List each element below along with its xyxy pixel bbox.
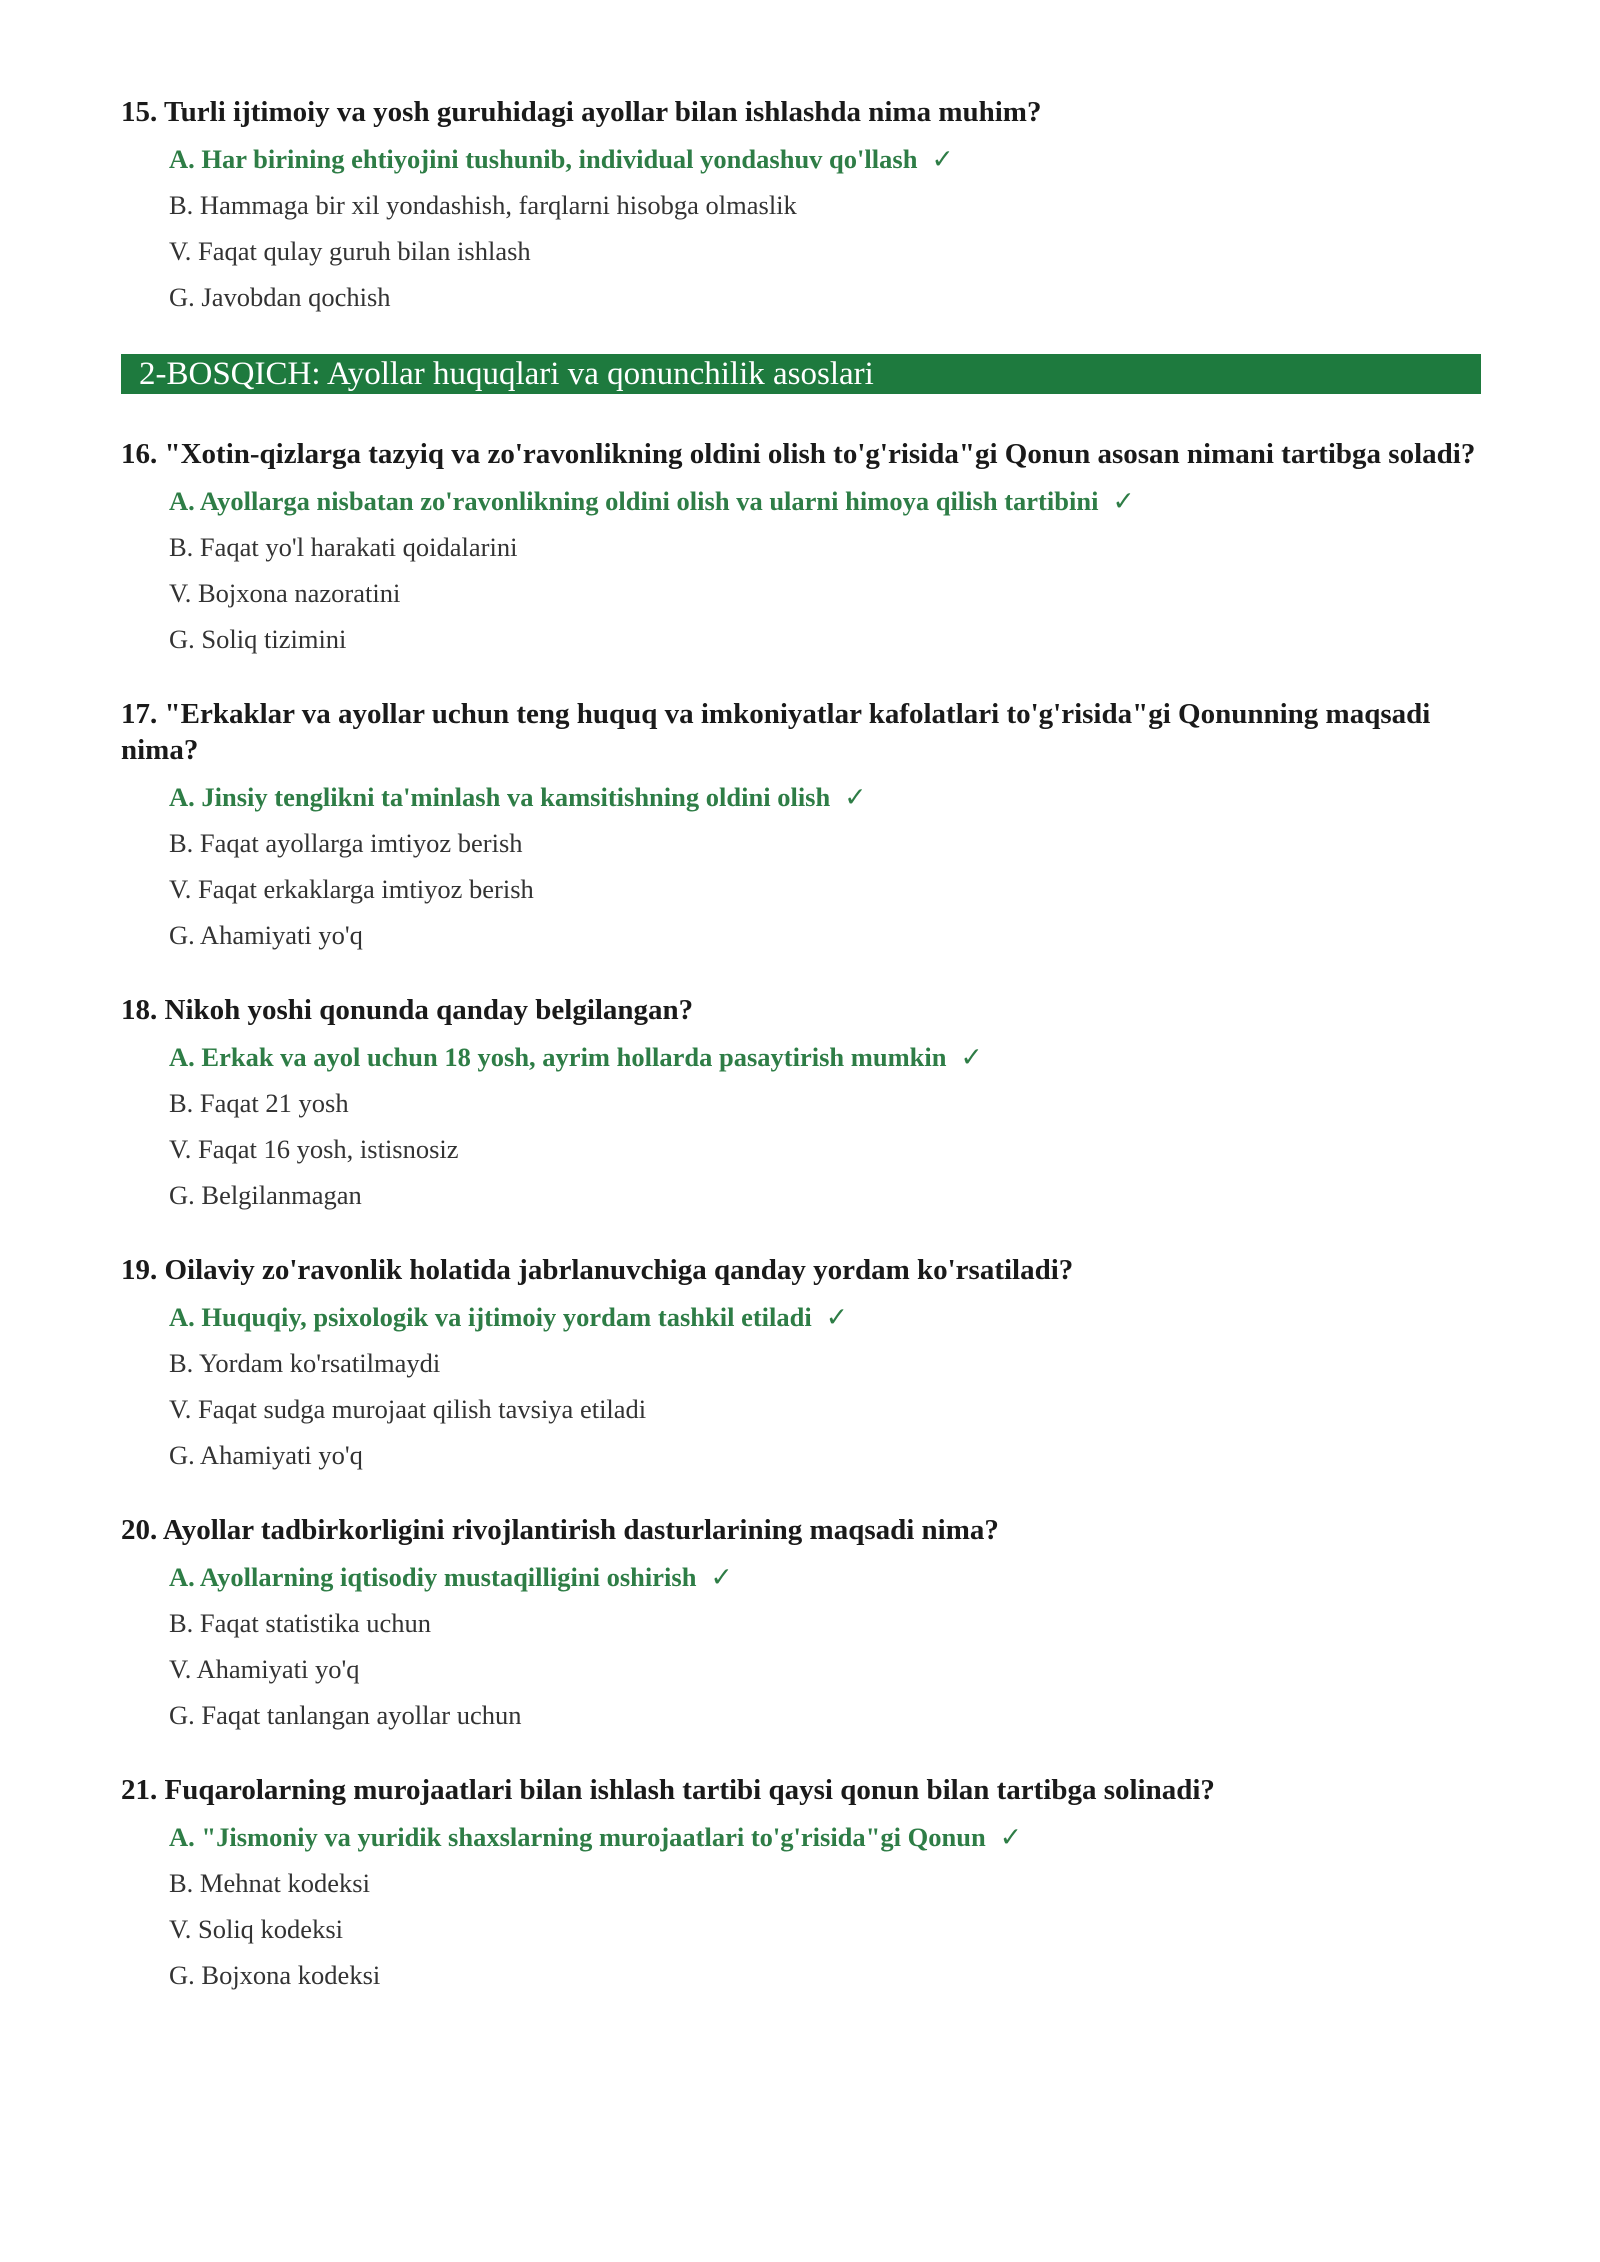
option-text: B. Yordam ko'rsatilmaydi	[169, 1348, 441, 1378]
option-text: G. Ahamiyati yo'q	[169, 920, 363, 950]
checkmark-icon: ✓	[825, 1302, 848, 1332]
answer-option	[169, 912, 1481, 958]
question-block	[121, 1772, 1481, 1998]
question-title: 19. Oilaviy zo'ravonlik holatida jabrlanuvchiga qanday yordam ko'rsatiladi?	[121, 1254, 1074, 1286]
checkmark-icon: ✓	[1112, 486, 1135, 516]
answer-option	[169, 570, 1481, 616]
question-title: 18. Nikoh yoshi qonunda qanday belgilangan?	[121, 994, 694, 1026]
option-text: G. Javobdan qochish	[169, 282, 391, 312]
option-text: A. Jinsiy tenglikni ta'minlash va kamsitishning oldini olish	[169, 782, 831, 812]
option-text: A. Huquqiy, psixologik va ijtimoiy yordam tashkil etiladi	[169, 1302, 812, 1332]
section-banner	[121, 354, 1481, 394]
option-text: B. Faqat yo'l harakati qoidalarini	[169, 532, 518, 562]
question-block	[121, 1252, 1481, 1478]
question-block	[121, 992, 1481, 1218]
answer-option	[169, 616, 1481, 662]
option-text: V. Faqat sudga murojaat qilish tavsiya etiladi	[169, 1394, 647, 1424]
option-text: G. Bojxona kodeksi	[169, 1960, 381, 1990]
answer-option	[169, 1340, 1481, 1386]
option-text: A. Ayollarning iqtisodiy mustaqilligini oshirish	[169, 1562, 697, 1592]
answer-option	[169, 1860, 1481, 1906]
answer-option	[169, 274, 1481, 320]
question-block	[121, 436, 1481, 662]
answer-option	[169, 1646, 1481, 1692]
answer-option-correct	[169, 774, 1481, 820]
option-text: V. Faqat erkaklarga imtiyoz berish	[169, 874, 534, 904]
answer-option	[169, 1952, 1481, 1998]
answer-option-correct	[169, 136, 1481, 182]
option-text: G. Belgilanmagan	[169, 1180, 362, 1210]
answer-option	[169, 182, 1481, 228]
answer-option-correct	[169, 1814, 1481, 1860]
option-text: G. Ahamiyati yo'q	[169, 1440, 363, 1470]
question-title: 20. Ayollar tadbirkorligini rivojlantirish dasturlarining maqsadi nima?	[121, 1514, 999, 1546]
question-title: 21. Fuqarolarning murojaatlari bilan ishlash tartibi qaysi qonun bilan tartibga solinadi?	[121, 1774, 1215, 1806]
answer-option-correct	[169, 1034, 1481, 1080]
option-text: G. Faqat tanlangan ayollar uchun	[169, 1700, 522, 1730]
option-text: V. Faqat 16 yosh, istisnosiz	[169, 1134, 459, 1164]
checkmark-icon: ✓	[710, 1562, 733, 1592]
question-title: 16. "Xotin-qizlarga tazyiq va zo'ravonlikning oldini olish to'g'risida"gi Qonun asosan nimani tartibga soladi?	[121, 438, 1476, 470]
questions-after-section	[121, 436, 1481, 1998]
answer-option	[169, 1432, 1481, 1478]
option-text: V. Soliq kodeksi	[169, 1914, 343, 1944]
question-block	[121, 94, 1481, 320]
answer-option	[169, 1080, 1481, 1126]
option-text: A. Har birining ehtiyojini tushunib, individual yondashuv qo'llash	[169, 144, 918, 174]
section-title: 2-BOSQICH: Ayollar huquqlari va qonunchilik asoslari	[139, 356, 874, 392]
option-text: B. Mehnat kodeksi	[169, 1868, 370, 1898]
option-text: B. Faqat statistika uchun	[169, 1608, 432, 1638]
answer-option	[169, 1172, 1481, 1218]
checkmark-icon: ✓	[931, 144, 954, 174]
questions-before-section	[121, 94, 1481, 320]
answer-option	[169, 228, 1481, 274]
question-title: 15. Turli ijtimoiy va yosh guruhidagi ayollar bilan ishlashda nima muhim?	[121, 96, 1042, 128]
answer-option	[169, 866, 1481, 912]
option-text: B. Faqat 21 yosh	[169, 1088, 349, 1118]
quiz-content	[121, 94, 1481, 2032]
option-text: B. Faqat ayollarga imtiyoz berish	[169, 828, 523, 858]
checkmark-icon: ✓	[999, 1822, 1022, 1852]
option-text: B. Hammaga bir xil yondashish, farqlarni hisobga olmaslik	[169, 190, 797, 220]
answer-option	[169, 1126, 1481, 1172]
answer-option	[169, 1386, 1481, 1432]
option-text: G. Soliq tizimini	[169, 624, 347, 654]
answer-option-correct	[169, 1554, 1481, 1600]
checkmark-icon: ✓	[844, 782, 867, 812]
answer-option	[169, 1692, 1481, 1738]
answer-option	[169, 524, 1481, 570]
option-text: A. Ayollarga nisbatan zo'ravonlikning oldini olish va ularni himoya qilish tartibini	[169, 486, 1099, 516]
option-text: A. Erkak va ayol uchun 18 yosh, ayrim hollarda pasaytirish mumkin	[169, 1042, 947, 1072]
option-text: A. "Jismoniy va yuridik shaxslarning murojaatlari to'g'risida"gi Qonun	[169, 1822, 986, 1852]
answer-option	[169, 1600, 1481, 1646]
option-text: V. Bojxona nazoratini	[169, 578, 401, 608]
answer-option-correct	[169, 1294, 1481, 1340]
question-block	[121, 1512, 1481, 1738]
question-block	[121, 696, 1481, 958]
question-title: 17. "Erkaklar va ayollar uchun teng huquq va imkoniyatlar kafolatlari to'g'risida"gi Qonunning maqsadi nima?	[121, 698, 1431, 766]
option-text: V. Faqat qulay guruh bilan ishlash	[169, 236, 531, 266]
option-text: V. Ahamiyati yo'q	[169, 1654, 360, 1684]
answer-option	[169, 820, 1481, 866]
answer-option	[169, 1906, 1481, 1952]
answer-option-correct	[169, 478, 1481, 524]
checkmark-icon: ✓	[960, 1042, 983, 1072]
